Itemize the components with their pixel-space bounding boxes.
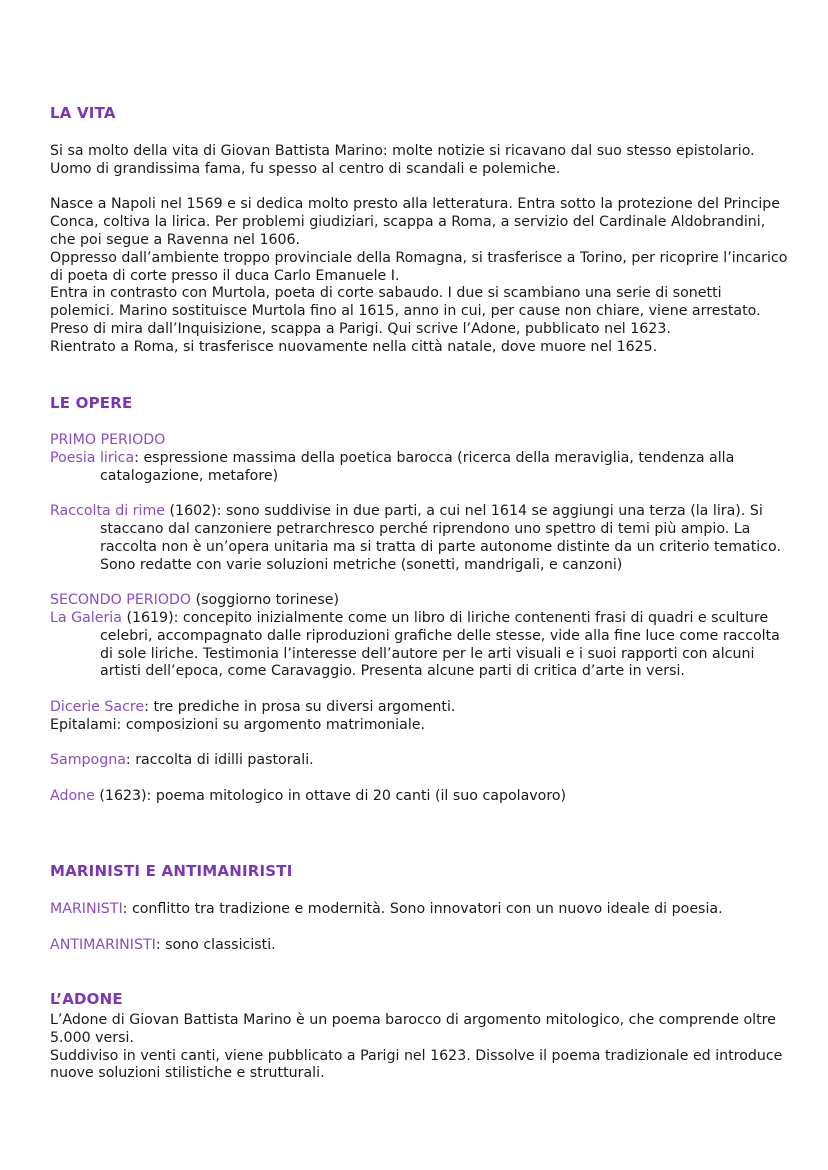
antimarinisti-term: ANTIMARINISTI xyxy=(50,936,156,953)
marinisti-text: : conflitto tra tradizione e modernità. Sono innovatori con un nuovo ideale di poesia. xyxy=(122,901,723,917)
raccolta-rime-text: (1602): sono suddivise in due parti, a cui nel 1614 se aggiungi una terza (la lira). Si staccano dal canzoniere petrarchresco perché riprendono uno spettro di temi più ampio. La raccolta non è un’opera unitaria ma si tratta di parte autonome distinte da un criterio tematico. Sono redatte con varie soluzioni metriche (sonetti, mandrigali, e canzoni) xyxy=(100,503,781,573)
dicerie-entry xyxy=(50,699,790,717)
sampogna-text: : raccolta di idilli pastorali. xyxy=(125,752,314,769)
vita-paragraph-5: Preso di mira dall’Inquisizione, scappa a Parigi. Qui scrive l’Adone, pubblicato nel 1623. xyxy=(50,320,671,337)
raccolta-rime-entry xyxy=(50,503,790,574)
heading-adone: L’ADONE xyxy=(50,990,123,1008)
poesia-lirica-term: Poesia lirica xyxy=(50,449,135,466)
vita-paragraph-6: Rientrato a Roma, si trasferisce nuovamente nella città natale, dove muore nel 1625. xyxy=(50,338,658,355)
section-marinisti-body xyxy=(50,901,790,954)
dicerie-term: Dicerie Sacre xyxy=(50,698,145,715)
poesia-lirica-entry xyxy=(50,450,790,486)
adone-term: Adone xyxy=(50,787,95,804)
vita-paragraph-2: Nasce a Napoli nel 1569 e si dedica molto presto alla letteratura. Entra sotto la protezione del Principe Conca, coltiva la lirica. Per problemi giudiziari, scappa a Roma, a servizio del Cardinale Aldobrandini, che poi segue a Ravenna nel 1606. xyxy=(50,196,781,248)
primo-periodo-label: PRIMO PERIODO xyxy=(50,432,166,448)
galeria-term: La Galeria xyxy=(50,609,122,626)
secondo-periodo-line xyxy=(50,592,790,610)
secondo-periodo-note: (soggiorno torinese) xyxy=(191,592,340,609)
poesia-lirica-text: : espressione massima della poetica barocca (ricerca della meraviglia, tendenza alla catalogazione, metafore) xyxy=(100,449,735,484)
heading-marinisti: MARINISTI E ANTIMANIRISTI xyxy=(50,862,293,880)
section-adone-body xyxy=(50,1012,790,1083)
marinisti-entry xyxy=(50,901,790,919)
adone-paragraph-2: Suddiviso in venti canti, viene pubblicato a Parigi nel 1623. Dissolve il poema tradizionale ed introduce nuove soluzioni stilistiche e strutturali. xyxy=(50,1047,783,1082)
vita-paragraph-1: Si sa molto della vita di Giovan Battista Marino: molte notizie si ricavano dal suo stesso epistolario. Uomo di grandissima fama, fu spesso al centro di scandali e polemiche. xyxy=(50,143,755,177)
sampogna-entry xyxy=(50,752,790,770)
galeria-entry xyxy=(50,610,790,681)
antimarinisti-entry xyxy=(50,937,790,955)
section-vita-body xyxy=(50,143,790,357)
adone-paragraph-1: L’Adone di Giovan Battista Marino è un poema barocco di argomento mitologico, che comprende oltre 5.000 versi. xyxy=(50,1012,776,1046)
secondo-periodo-label: SECONDO PERIODO xyxy=(50,592,192,609)
antimarinisti-text: : sono classicisti. xyxy=(155,936,276,953)
sampogna-term: Sampogna xyxy=(50,752,126,769)
section-opere-body xyxy=(50,432,790,806)
vita-paragraph-4: Entra in contrasto con Murtola, poeta di corte sabaudo. I due si scambiano una serie di sonetti polemici. Marino sostituisce Murtola fino al 1615, anno in cui, per cause non chiare, viene arrestato. xyxy=(50,285,761,320)
marinisti-term: MARINISTI xyxy=(50,901,123,917)
vita-paragraph-3: Oppresso dall’ambiente troppo provinciale della Romagna, si trasferisce a Torino, per ricoprire l’incarico di poeta di corte presso il duca Carlo Emanuele I. xyxy=(50,249,788,284)
adone-entry xyxy=(50,788,790,806)
raccolta-rime-term: Raccolta di rime xyxy=(50,503,166,520)
galeria-text: (1619): concepito inizialmente come un libro di liriche contenenti frasi di quadri e sculture celebri, accompagnato dalle riproduzioni grafiche delle stesse, vide alla fine luce come raccolta di sole liriche. Testimonia l’interesse dell’autore per le arti visuali e i suoi rapporti con alcuni artisti dell’epoca, come Caravaggio. Presenta alcune parti di critica d’arte in versi. xyxy=(100,609,780,680)
epitalami-entry: Epitalami: composizioni su argomento matrimoniale. xyxy=(50,716,425,733)
heading-le-opere: LE OPERE xyxy=(50,394,133,412)
adone-text: (1623): poema mitologico in ottave di 20 canti (il suo capolavoro) xyxy=(94,787,567,804)
heading-la-vita: LA VITA xyxy=(50,104,116,122)
dicerie-text: : tre prediche in prosa su diversi argomenti. xyxy=(144,698,456,715)
